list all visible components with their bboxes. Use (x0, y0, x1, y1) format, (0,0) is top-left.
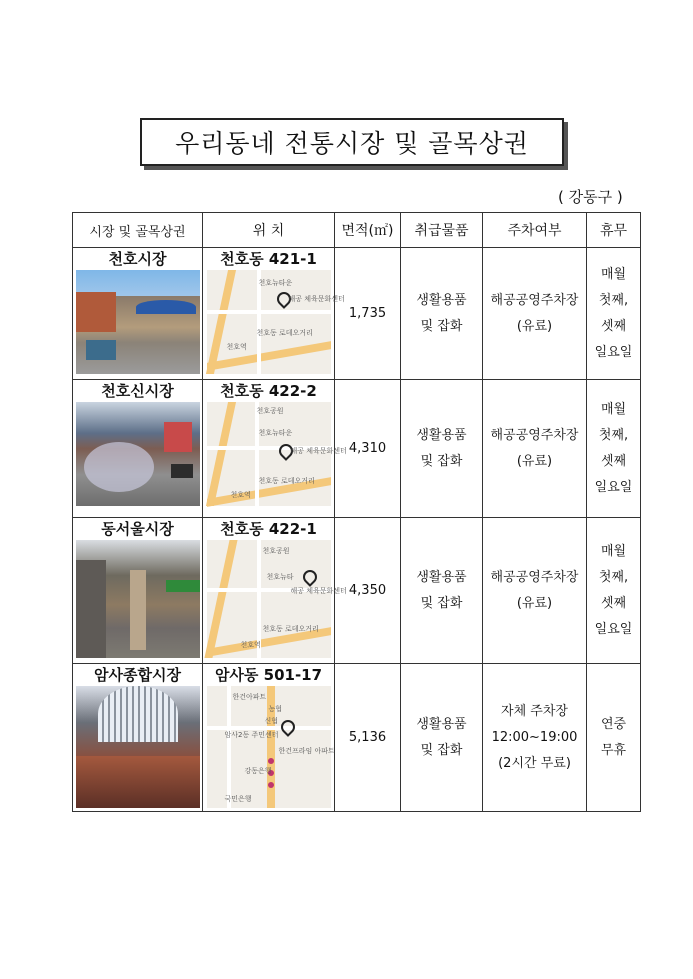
closed-line: 첫째, (598, 427, 629, 443)
goods-line: 생활용품 (416, 569, 467, 585)
district-label: ( 강동구 ) (558, 188, 623, 206)
market-closed (587, 380, 641, 518)
map-label: 천호뉴타운 (258, 429, 293, 437)
closed-line: 일요일 (594, 479, 633, 495)
closed-line: 첫째, (598, 569, 629, 585)
market-address: 암사동 501-17 (214, 666, 323, 684)
market-map (207, 686, 335, 808)
market-address: 천호동 421-1 (220, 250, 317, 268)
market-address: 천호동 422-2 (220, 382, 317, 400)
header-parking: 주차여부 (483, 213, 587, 248)
market-map-cell (203, 664, 335, 812)
table-header-row (73, 213, 641, 248)
closed-line: 셋째 (600, 595, 627, 611)
header-area: 면적(㎡) (335, 213, 401, 248)
market-photo-cell (73, 664, 203, 812)
header-location: 위 치 (203, 213, 335, 248)
map-label: 천호공원 (262, 547, 290, 555)
market-map (207, 402, 347, 506)
map-label: 해공 체육문화센터 (290, 587, 347, 595)
market-name: 천호시장 (108, 250, 167, 268)
map-label: 천호뉴타운 (258, 279, 293, 287)
market-map-cell (203, 380, 347, 518)
goods-line: 및 잡화 (420, 453, 463, 469)
map-label: 신협 (264, 717, 279, 725)
closed-line: 일요일 (594, 344, 633, 360)
location-pin-icon (278, 717, 298, 737)
market-area: 1,735 (335, 248, 401, 380)
closed-line: 첫째, (598, 292, 629, 308)
market-photo (76, 686, 200, 808)
closed-line: 매월 (600, 543, 627, 559)
market-closed (587, 248, 641, 380)
closed-line: 무휴 (600, 742, 627, 758)
closed-line: 셋째 (600, 453, 627, 469)
map-label: 천호동 로데오거리 (262, 625, 319, 633)
goods-line: 및 잡화 (420, 742, 463, 758)
parking-line: 해공공영주차장 (490, 427, 579, 443)
market-map-cell (203, 248, 345, 380)
market-goods (401, 664, 483, 812)
map-label: 강동은행 (244, 767, 272, 775)
closed-line: 셋째 (600, 318, 627, 334)
market-map-cell (203, 518, 347, 664)
table-row (73, 518, 641, 664)
map-label: 천호공원 (256, 407, 284, 415)
market-photo (76, 270, 200, 374)
market-area: 5,136 (335, 664, 401, 812)
location-pin-icon (300, 567, 320, 587)
table-row (73, 380, 641, 518)
goods-line: 및 잡화 (420, 318, 463, 334)
market-photo (76, 540, 200, 658)
map-label: 해공 체육문화센터 (290, 447, 347, 455)
parking-line: 해공공영주차장 (490, 292, 579, 308)
market-address: 천호동 422-1 (220, 520, 317, 538)
market-table (72, 212, 641, 812)
map-label: 천호역 (230, 491, 251, 499)
market-map (207, 270, 345, 374)
map-label: 천호동 로데오거리 (258, 477, 315, 485)
map-label: 암사2동 주민센터 (224, 731, 279, 739)
closed-line: 연중 (600, 716, 627, 732)
market-closed (587, 518, 641, 664)
header-closed: 휴무 (587, 213, 641, 248)
goods-line: 및 잡화 (420, 595, 463, 611)
map-label: 천호뉴타 (266, 573, 294, 581)
map-label: 국민은행 (224, 795, 252, 803)
parking-line: (유료) (516, 453, 553, 469)
market-name: 암사종합시장 (94, 666, 181, 684)
market-name: 천호신시장 (101, 382, 174, 400)
market-photo (76, 402, 200, 506)
closed-line: 매월 (600, 401, 627, 417)
market-closed (587, 664, 641, 812)
map-label: 농협 (268, 705, 283, 713)
map-label: 천호동 로데오거리 (256, 329, 313, 337)
parking-line: (유료) (516, 318, 553, 334)
map-label: 천호역 (240, 641, 261, 649)
market-photo-cell (73, 518, 203, 664)
map-label: 해공 체육문화센터 (288, 295, 345, 303)
closed-line: 일요일 (594, 621, 633, 637)
market-photo-cell (73, 248, 203, 380)
table-row (73, 248, 641, 380)
market-goods (401, 518, 483, 664)
parking-line: (유료) (516, 595, 553, 611)
map-label: 한건프라임 아파트 (278, 747, 335, 755)
parking-line: 해공공영주차장 (490, 569, 579, 585)
market-photo-cell (73, 380, 203, 518)
market-name: 동서울시장 (101, 520, 174, 538)
market-parking (483, 518, 587, 664)
parking-line: 자체 주차장 (501, 703, 568, 719)
parking-line: 12:00~19:00 (491, 729, 578, 745)
table-row (73, 664, 641, 812)
market-goods (401, 380, 483, 518)
goods-line: 생활용품 (416, 716, 467, 732)
market-area: 4,350 (335, 518, 401, 664)
header-name: 시장 및 골목상권 (73, 213, 203, 248)
goods-line: 생활용품 (416, 292, 467, 308)
market-parking (483, 664, 587, 812)
map-label: 천호역 (226, 343, 247, 351)
header-goods: 취급물품 (401, 213, 483, 248)
market-parking (483, 248, 587, 380)
goods-line: 생활용품 (416, 427, 467, 443)
map-label: 한건아파트 (232, 693, 267, 701)
market-area: 4,310 (335, 380, 401, 518)
market-map (207, 540, 347, 658)
closed-line: 매월 (600, 266, 627, 282)
page-title: 우리동네 전통시장 및 골목상권 (140, 118, 564, 166)
parking-line: (2시간 무료) (498, 755, 571, 771)
market-goods (401, 248, 483, 380)
market-parking (483, 380, 587, 518)
